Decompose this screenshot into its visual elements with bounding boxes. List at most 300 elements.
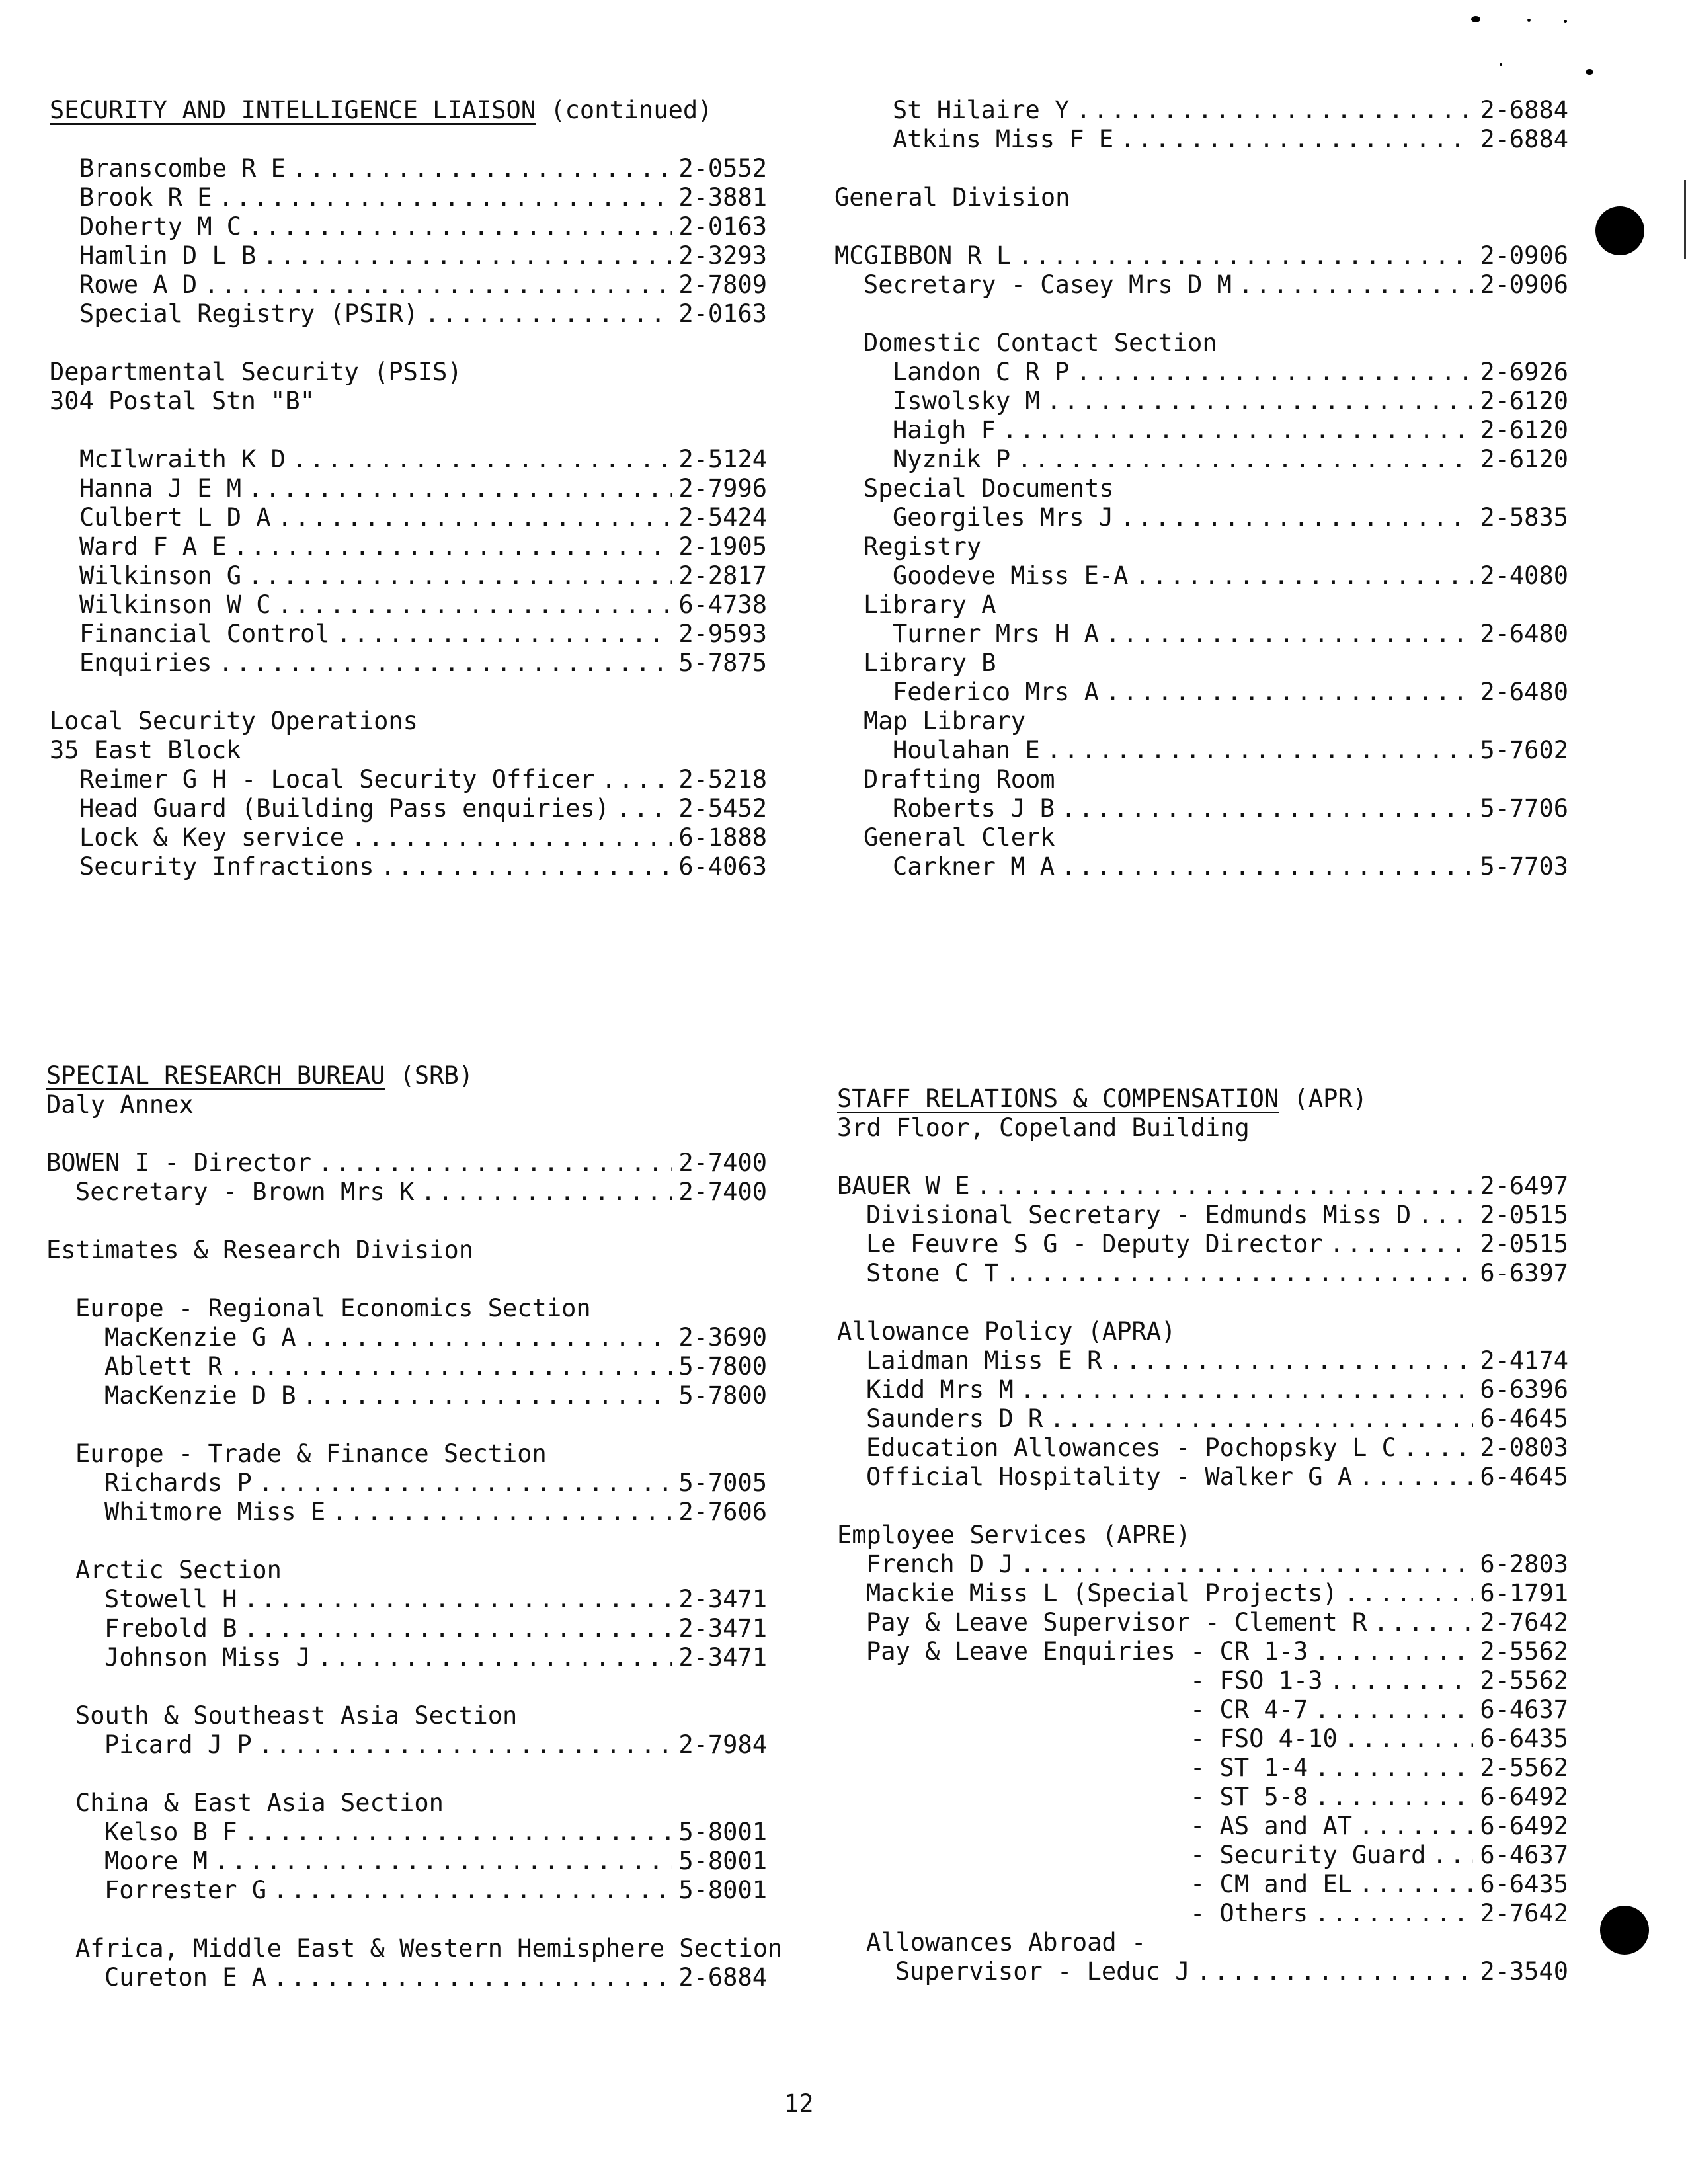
- section-list: [46, 1265, 783, 1992]
- directory-entry: [864, 270, 1568, 300]
- dot-leader: [1314, 1695, 1473, 1724]
- directory-entry: [837, 1724, 1568, 1754]
- directory-entry: [834, 736, 1568, 765]
- directory-entry: [837, 1783, 1568, 1812]
- directory-entry: [46, 1352, 767, 1381]
- entry-name: Enquiries: [79, 649, 212, 677]
- entry-name: Secretary - Casey Mrs D M: [864, 270, 1232, 299]
- directory-entry: [866, 1346, 1568, 1375]
- directory-entry: [79, 765, 767, 794]
- phone-extension: 6-4645: [1480, 1463, 1568, 1491]
- directory-entry: [837, 1172, 1568, 1201]
- directory-entry: [79, 503, 767, 532]
- entry-name: - Others: [1190, 1899, 1308, 1927]
- directory-entry: [837, 1637, 1568, 1666]
- dot-leader: [243, 1585, 672, 1614]
- entry-name: MacKenzie G A: [104, 1323, 296, 1352]
- dot-leader: [1047, 387, 1474, 416]
- directory-entry: [837, 1754, 1568, 1783]
- directory-entry: [79, 590, 767, 620]
- scan-speck: [1471, 16, 1480, 22]
- entry-name: Atkins Miss F E: [893, 125, 1114, 153]
- entry-name: Iswolsky M: [893, 387, 1040, 415]
- phone-extension: 5-7703: [1480, 852, 1568, 881]
- entry-name: Special Registry (PSIR): [79, 300, 419, 328]
- phone-extension: 2-6480: [1480, 678, 1568, 706]
- directory-entry: [893, 387, 1568, 416]
- dot-leader: [218, 649, 672, 678]
- general-division-section: [834, 96, 1568, 881]
- directory-entry: [79, 649, 767, 678]
- dot-leader: [248, 561, 672, 590]
- phone-extension: 6-1791: [1480, 1579, 1568, 1607]
- phone-extension: 5-8001: [678, 1876, 767, 1904]
- entry-name: - CM and EL: [1190, 1870, 1353, 1898]
- phone-extension: 2-0163: [678, 300, 767, 328]
- directory-entry: [79, 852, 767, 881]
- directory-entry: [866, 1404, 1568, 1434]
- pay-enquiries-list: [837, 1637, 1568, 1928]
- directory-entry: [834, 503, 1568, 532]
- heading-text: Library A: [864, 590, 996, 619]
- phone-extension: 2-5562: [1480, 1666, 1568, 1695]
- phone-extension: 5-7005: [678, 1469, 767, 1497]
- entry-name: Official Hospitality - Walker G A: [866, 1463, 1353, 1491]
- phone-extension: 2-9593: [678, 620, 767, 648]
- entry-name: - CR 4-7: [1190, 1695, 1308, 1724]
- phone-extension: 2-1905: [678, 532, 767, 561]
- entry-name: Brook R E: [79, 183, 212, 212]
- dot-leader: [1105, 678, 1473, 707]
- directory-entry: [866, 1579, 1568, 1608]
- directory-entry: [834, 241, 1568, 270]
- directory-entry: [79, 532, 767, 561]
- unit-list: [834, 474, 1568, 881]
- directory-entry: [834, 852, 1568, 881]
- dot-leader: [1314, 1783, 1473, 1812]
- dot-leader: [243, 1614, 672, 1643]
- directory-entry: [837, 1812, 1568, 1841]
- page-number: 12: [784, 2089, 814, 2118]
- entry-name: Hamlin D L B: [79, 241, 257, 270]
- entry-name: French D J: [866, 1550, 1014, 1578]
- phone-extension: 6-6435: [1480, 1870, 1568, 1898]
- directory-entry: [834, 794, 1568, 823]
- dot-leader: [218, 183, 672, 212]
- phone-extension: 5-8001: [678, 1847, 767, 1875]
- directory-entry: [46, 1730, 767, 1759]
- entry-name: Federico Mrs A: [893, 678, 1099, 706]
- dot-leader: [351, 823, 672, 852]
- dot-leader: [1135, 561, 1473, 590]
- heading-text: Library B: [864, 649, 996, 677]
- directory-entry: [837, 1666, 1568, 1695]
- directory-entry: [46, 1818, 767, 1847]
- entry-name: Johnson Miss J: [104, 1643, 311, 1672]
- dot-leader: [292, 445, 672, 474]
- heading-text: Map Library: [864, 707, 1026, 735]
- directory-entry: [79, 561, 767, 590]
- division-title: Estimates & Research Division: [46, 1236, 474, 1264]
- directory-entry: [895, 1957, 1568, 1986]
- entry-name: Whitmore Miss E: [104, 1498, 326, 1526]
- dot-leader: [259, 1469, 672, 1498]
- phone-extension: 2-7642: [1480, 1899, 1568, 1927]
- subsection-title: Domestic Contact Section: [864, 329, 1217, 357]
- dot-leader: [976, 1172, 1473, 1201]
- directory-entry: [46, 1323, 767, 1352]
- dot-leader: [1076, 358, 1473, 387]
- dot-leader: [424, 300, 672, 329]
- dot-leader: [1061, 794, 1473, 823]
- subsection-location: 35 East Block: [50, 736, 241, 764]
- phone-extension: 2-6884: [1480, 125, 1568, 153]
- unit-title: [834, 765, 1568, 794]
- unit-title: [834, 707, 1568, 736]
- entry-name: Turner Mrs H A: [893, 620, 1099, 648]
- phone-extension: 2-4080: [1480, 561, 1568, 590]
- entry-list: [834, 358, 1568, 474]
- entry-name: Reimer G H - Local Security Officer: [79, 765, 595, 793]
- dot-leader: [1373, 1608, 1473, 1637]
- dot-leader: [273, 1963, 672, 1992]
- unit-title: [834, 590, 1568, 620]
- dot-leader: [259, 1730, 672, 1759]
- heading-text: Registry: [864, 532, 982, 561]
- dot-leader: [204, 270, 672, 300]
- dot-leader: [303, 1381, 672, 1410]
- directory-entry: [46, 1643, 767, 1672]
- director-entry: [837, 1172, 1568, 1201]
- phone-extension: 2-0552: [678, 154, 767, 182]
- phone-extension: 6-6492: [1480, 1783, 1568, 1811]
- dot-leader: [1403, 1434, 1473, 1463]
- dot-leader: [262, 241, 672, 270]
- dot-leader: [616, 794, 672, 823]
- phone-extension: 2-6120: [1480, 387, 1568, 415]
- directory-entry: [834, 561, 1568, 590]
- phone-extension: 2-0906: [1480, 241, 1568, 270]
- directory-entry: [46, 1498, 767, 1527]
- directory-entry: [893, 96, 1568, 125]
- phone-extension: 2-5218: [678, 765, 767, 793]
- entry-name: - ST 5-8: [1190, 1783, 1308, 1811]
- dot-leader: [292, 154, 672, 183]
- directory-entry: [79, 445, 767, 474]
- entry-name: Secretary - Brown Mrs K: [75, 1178, 415, 1206]
- dot-leader: [1344, 1579, 1474, 1608]
- subsection-title: Allowance Policy (APRA): [837, 1317, 1176, 1346]
- section-title: [46, 1556, 767, 1585]
- directory-entry: [46, 1585, 767, 1614]
- dot-leader: [229, 1352, 672, 1381]
- entry-name: McIlwraith K D: [79, 445, 286, 473]
- phone-extension: 2-0803: [1480, 1434, 1568, 1462]
- binder-hole-mark: [1595, 206, 1644, 255]
- entry-name: Ablett R: [104, 1352, 223, 1381]
- dot-leader: [1314, 1754, 1473, 1783]
- entry-name: Stone C T: [866, 1259, 999, 1287]
- dot-leader: [278, 503, 672, 532]
- phone-extension: 6-4063: [678, 852, 767, 881]
- entry-name: Forrester G: [104, 1876, 267, 1904]
- dot-leader: [421, 1178, 672, 1207]
- entry-list: [837, 1550, 1568, 1637]
- section-location: 3rd Floor, Copeland Building: [837, 1113, 1250, 1142]
- special-research-bureau-section: [46, 1061, 783, 1992]
- entry-name: Supervisor - Leduc J: [895, 1957, 1190, 1986]
- section-title: [46, 1294, 767, 1323]
- scan-speck: [1527, 19, 1531, 22]
- directory-entry: [893, 445, 1568, 474]
- section-title: [46, 1701, 767, 1730]
- phone-extension: 2-6884: [678, 1963, 767, 1992]
- entry-name: St Hilaire Y: [893, 96, 1070, 124]
- directory-entry: [834, 678, 1568, 707]
- phone-extension: 2-3471: [678, 1585, 767, 1613]
- dot-leader: [337, 620, 672, 649]
- directory-entry: [46, 1876, 767, 1905]
- phone-extension: 2-4174: [1480, 1346, 1568, 1375]
- unit-title: [834, 474, 1568, 503]
- heading-text: Arctic Section: [75, 1556, 282, 1584]
- directory-entry: [837, 1841, 1568, 1870]
- section-title: [46, 1789, 767, 1818]
- phone-extension: 2-7606: [678, 1498, 767, 1526]
- directory-entry: [837, 1870, 1568, 1899]
- entry-name: Georgiles Mrs J: [893, 503, 1114, 532]
- security-intelligence-section: [50, 96, 767, 881]
- phone-extension: 2-5124: [678, 445, 767, 473]
- entry-list: [50, 154, 767, 329]
- directory-entry: [79, 241, 767, 270]
- directory-entry: [79, 154, 767, 183]
- dot-leader: [332, 1498, 672, 1527]
- heading-text: General Clerk: [864, 823, 1055, 852]
- directory-entry: [893, 125, 1568, 154]
- entry-name: Wilkinson G: [79, 561, 242, 590]
- scan-speck: [1586, 69, 1593, 75]
- entry-name: Branscombe R E: [79, 154, 286, 182]
- entry-name: Cureton E A: [104, 1963, 267, 1992]
- phone-extension: 6-1888: [678, 823, 767, 852]
- entry-name: - CR 1-3: [1190, 1637, 1308, 1666]
- entry-name: - ST 1-4: [1190, 1754, 1308, 1782]
- heading-text: Africa, Middle East & Western Hemisphere Section: [75, 1934, 783, 1962]
- phone-extension: 2-7984: [678, 1730, 767, 1759]
- directory-entry: [866, 1201, 1568, 1230]
- phone-extension: 6-4738: [678, 590, 767, 619]
- entry-name: Education Allowances - Pochopsky L C: [866, 1434, 1396, 1462]
- phone-extension: 5-7800: [678, 1381, 767, 1410]
- subsection-title: Allowances Abroad -: [866, 1928, 1146, 1957]
- entry-name: Houlahan E: [893, 736, 1040, 764]
- entry-name: Stowell H: [104, 1585, 237, 1613]
- dot-leader: [278, 590, 672, 620]
- entry-name: Haigh F: [893, 416, 996, 444]
- entry-list: [837, 1957, 1568, 1986]
- dot-leader: [1197, 1957, 1474, 1986]
- heading-text: China & East Asia Section: [75, 1789, 444, 1817]
- dot-leader: [1359, 1812, 1473, 1841]
- entry-name: Goodeve Miss E-A: [893, 561, 1129, 590]
- directory-entry: [866, 1375, 1568, 1404]
- directory-entry: [866, 1463, 1568, 1492]
- scan-speck: [1564, 20, 1567, 23]
- directory-entry: [866, 1608, 1568, 1637]
- director-entry: [46, 1149, 767, 1178]
- directory-entry: [79, 794, 767, 823]
- binder-hole-mark: [1600, 1906, 1649, 1955]
- directory-entry: [893, 358, 1568, 387]
- heading-text: Drafting Room: [864, 765, 1055, 793]
- entry-name: Le Feuvre S G - Deputy Director: [866, 1230, 1323, 1258]
- phone-extension: 2-3690: [678, 1323, 767, 1352]
- dot-leader: [1002, 416, 1473, 445]
- dot-leader: [214, 1847, 672, 1876]
- directory-entry: [46, 1847, 767, 1876]
- subsection-title: Departmental Security (PSIS): [50, 358, 462, 386]
- phone-extension: 5-7706: [1480, 794, 1568, 823]
- secretary-entry: [46, 1178, 767, 1207]
- dot-leader: [303, 1323, 672, 1352]
- dot-leader: [1061, 852, 1473, 881]
- entry-name: Mackie Miss L (Special Projects): [866, 1579, 1338, 1607]
- entry-name: MacKenzie D B: [104, 1381, 296, 1410]
- phone-extension: 2-7996: [678, 474, 767, 503]
- phone-extension: 2-5562: [1480, 1637, 1568, 1666]
- phone-extension: 2-7642: [1480, 1608, 1568, 1637]
- dot-leader: [1108, 1346, 1473, 1375]
- entry-list: [837, 1201, 1568, 1288]
- entry-name: Lock & Key service: [79, 823, 344, 852]
- dot-leader: [1238, 270, 1473, 300]
- entry-name: Laidman Miss E R: [866, 1346, 1102, 1375]
- heading-text: South & Southeast Asia Section: [75, 1701, 518, 1730]
- phone-extension: 2-6884: [1480, 96, 1568, 124]
- dot-leader: [1076, 96, 1473, 125]
- entry-name: Roberts J B: [893, 794, 1055, 823]
- phone-extension: 2-5562: [1480, 1754, 1568, 1782]
- phone-extension: 2-3540: [1480, 1957, 1568, 1986]
- dot-leader: [1020, 1550, 1474, 1579]
- directory-entry: [46, 1963, 767, 1992]
- subsection-title: Employee Services (APRE): [837, 1521, 1191, 1549]
- entry-name: Saunders D R: [866, 1404, 1043, 1433]
- entry-list: [834, 96, 1568, 154]
- heading-text: Special Documents: [864, 474, 1114, 503]
- entry-name: MCGIBBON R L: [834, 241, 1012, 270]
- phone-extension: 2-7400: [678, 1178, 767, 1206]
- phone-extension: 6-6397: [1480, 1259, 1568, 1287]
- entry-name: - Security Guard: [1190, 1841, 1426, 1869]
- dot-leader: [1017, 445, 1473, 474]
- dot-leader: [1120, 125, 1473, 154]
- section-location: Daly Annex: [46, 1090, 194, 1119]
- phone-extension: 2-0515: [1480, 1201, 1568, 1229]
- directory-entry: [79, 300, 767, 329]
- dot-leader: [381, 852, 672, 881]
- phone-extension: 6-6435: [1480, 1724, 1568, 1753]
- entry-name: Ward F A E: [79, 532, 227, 561]
- entry-name: Picard J P: [104, 1730, 252, 1759]
- entry-name: Richards P: [104, 1469, 252, 1497]
- directory-entry: [46, 1381, 767, 1410]
- entry-name: Kidd Mrs M: [866, 1375, 1014, 1404]
- entry-name: Nyznik P: [893, 445, 1011, 473]
- section-heading: STAFF RELATIONS & COMPENSATION (APR): [837, 1084, 1367, 1113]
- directory-entry: [79, 212, 767, 241]
- phone-extension: 2-5452: [678, 794, 767, 823]
- entry-name: Landon C R P: [893, 358, 1070, 386]
- dot-leader: [1329, 1666, 1473, 1695]
- subsection-title: Local Security Operations: [50, 707, 418, 735]
- entry-name: Hanna J E M: [79, 474, 242, 503]
- dot-leader: [1020, 1375, 1474, 1404]
- unit-title: [834, 649, 1568, 678]
- entry-list: [50, 445, 767, 678]
- phone-extension: 6-4637: [1480, 1841, 1568, 1869]
- phone-extension: 6-2803: [1480, 1550, 1568, 1578]
- dot-leader: [1359, 1463, 1473, 1492]
- section-heading: SPECIAL RESEARCH BUREAU (SRB): [46, 1061, 474, 1090]
- directory-entry: [893, 416, 1568, 445]
- phone-extension: 2-7400: [678, 1149, 767, 1177]
- directory-entry: [79, 620, 767, 649]
- entry-list: [837, 1346, 1568, 1492]
- phone-extension: 2-2817: [678, 561, 767, 590]
- entry-name: Security Infractions: [79, 852, 374, 881]
- phone-extension: 2-6480: [1480, 620, 1568, 648]
- entry-name: Wilkinson W C: [79, 590, 271, 619]
- entry-name: Kelso B F: [104, 1818, 237, 1846]
- directory-entry: [866, 1434, 1568, 1463]
- phone-extension: 2-6120: [1480, 416, 1568, 444]
- phone-extension: 6-6492: [1480, 1812, 1568, 1840]
- entry-name: Head Guard (Building Pass enquiries): [79, 794, 610, 823]
- dot-leader: [1418, 1201, 1473, 1230]
- scan-speck: [1500, 63, 1502, 66]
- phone-extension: 2-5424: [678, 503, 767, 532]
- entry-name: - FSO 4-10: [1190, 1724, 1338, 1753]
- directory-entry: [46, 1149, 767, 1178]
- division-head: [834, 241, 1568, 270]
- phone-extension: 2-6497: [1480, 1172, 1568, 1200]
- secretary-entry: [834, 270, 1568, 300]
- phone-extension: 2-5835: [1480, 503, 1568, 532]
- dot-leader: [1105, 620, 1473, 649]
- directory-entry: [79, 270, 767, 300]
- phone-extension: 5-8001: [678, 1818, 767, 1846]
- directory-entry: [79, 474, 767, 503]
- dot-leader: [1330, 1230, 1474, 1259]
- pay-enquiries-label: Pay & Leave Enquiries: [866, 1637, 1191, 1666]
- dot-leader: [1344, 1724, 1474, 1754]
- entry-name: BAUER W E: [837, 1172, 970, 1200]
- dot-leader: [273, 1876, 672, 1905]
- subsection-location: 304 Postal Stn "B": [50, 387, 315, 415]
- heading-text: Europe - Regional Economics Section: [75, 1294, 591, 1322]
- dot-leader: [602, 765, 672, 794]
- section-heading: SECURITY AND INTELLIGENCE LIAISON (continued): [50, 96, 713, 124]
- scan-edge-line: [1684, 180, 1686, 259]
- entry-name: Divisional Secretary - Edmunds Miss D: [866, 1201, 1412, 1229]
- directory-entry: [837, 1899, 1568, 1928]
- entry-name: BOWEN I - Director: [46, 1149, 311, 1177]
- dot-leader: [248, 212, 672, 241]
- directory-entry: [79, 183, 767, 212]
- phone-extension: 5-7875: [678, 649, 767, 677]
